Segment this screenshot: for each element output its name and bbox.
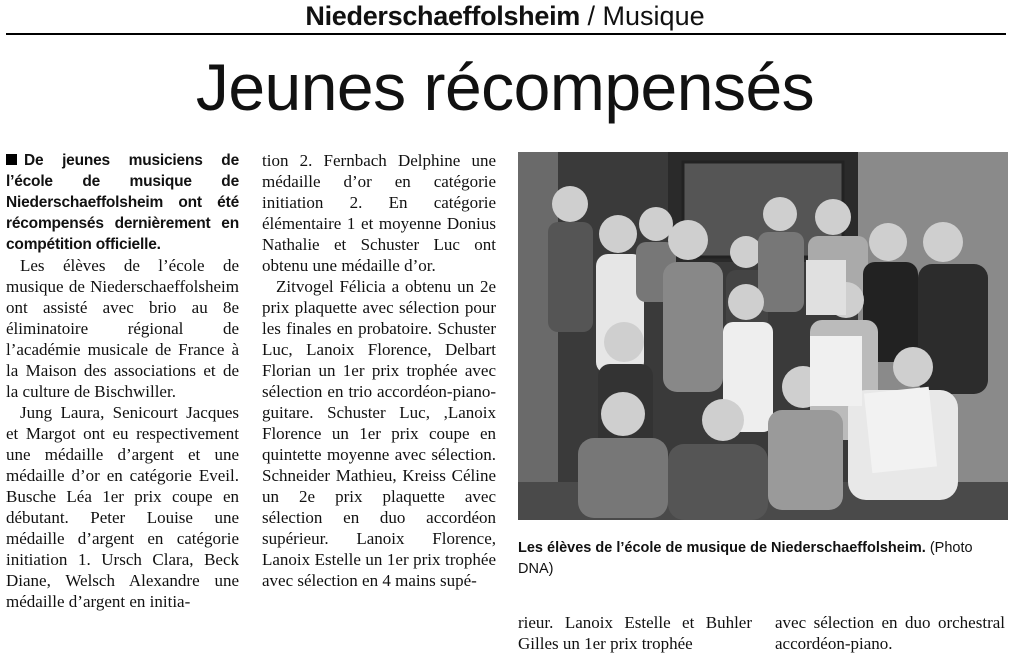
caption-text: Les élèves de l’école de musique de Niederschaeffolsheim. [518, 540, 926, 556]
article-column-2 [262, 150, 496, 591]
bullet-square-icon [6, 154, 17, 165]
paragraph: Les élèves de l’école de musique de Niederschaeffolsheim ont assisté avec brio au 8e éliminatoire régional de l’académie musicale de France à la Maison des associations et de la culture de Bischwiller. [6, 256, 239, 401]
lead-text: De jeunes musiciens de l’école de musique de Niederschaeffolsheim ont été récompensés dernièrement en compétition officielle. [6, 152, 239, 253]
paragraph: avec sélection en duo orchestral accordéon-piano. [775, 613, 1005, 653]
paragraph: rieur. Lanoix Estelle et Buhler Gilles un 1er prix trophée [518, 613, 752, 653]
article-lead [6, 150, 239, 255]
caption-credit: (Photo DNA) [518, 540, 973, 577]
header-rule [6, 33, 1006, 35]
paragraph: Zitvogel Félicia a obtenu un 2e prix plaquette avec sélection pour les finales en probatoire. Schuster Luc, Lanoix Florence, Delbart Florian un 1er prix trophée avec sélection en trio accordéon-piano-guitare. Schuster Luc, ,Lanoix Florence un 1er prix coupe en quintette moyenne avec sélection. Schneider Mathieu, Kreiss Céline un 2e prix plaquette avec sélection en duo accordéon supérieur. Lanoix Florence, Lanoix Estelle un 1er prix trophée avec sélection en 4 mains supé- [262, 277, 496, 590]
header-separator: / [587, 1, 596, 31]
section-header [0, 0, 1010, 34]
article-headline: Jeunes récompensés [195, 50, 815, 124]
photo-caption [518, 538, 1008, 580]
header-location: Niederschaeffolsheim [305, 1, 580, 31]
article-column-4 [775, 612, 1005, 654]
group-photo [518, 152, 1008, 520]
paragraph: tion 2. Fernbach Delphine une médaille d’or en catégorie initiation 2. En catégorie élémentaire 1 et moyenne Donius Nathalie et Schuster Luc ont obtenu une médaille d’or. [262, 151, 496, 275]
paragraph: Jung Laura, Senicourt Jacques et Margot ont eu respectivement une médaille d’argent et une médaille d’or en catégorie Eveil. Busche Léa 1er prix coupe en débutant. Peter Louise une médaille d’argent en catégorie initiation 1. Ursch Clara, Beck Diane, Welsch Alexandre une médaille d’argent en initia- [6, 403, 239, 611]
header-section: Musique [602, 1, 705, 31]
article-column-3 [518, 612, 752, 654]
article-column-1 [6, 150, 239, 612]
